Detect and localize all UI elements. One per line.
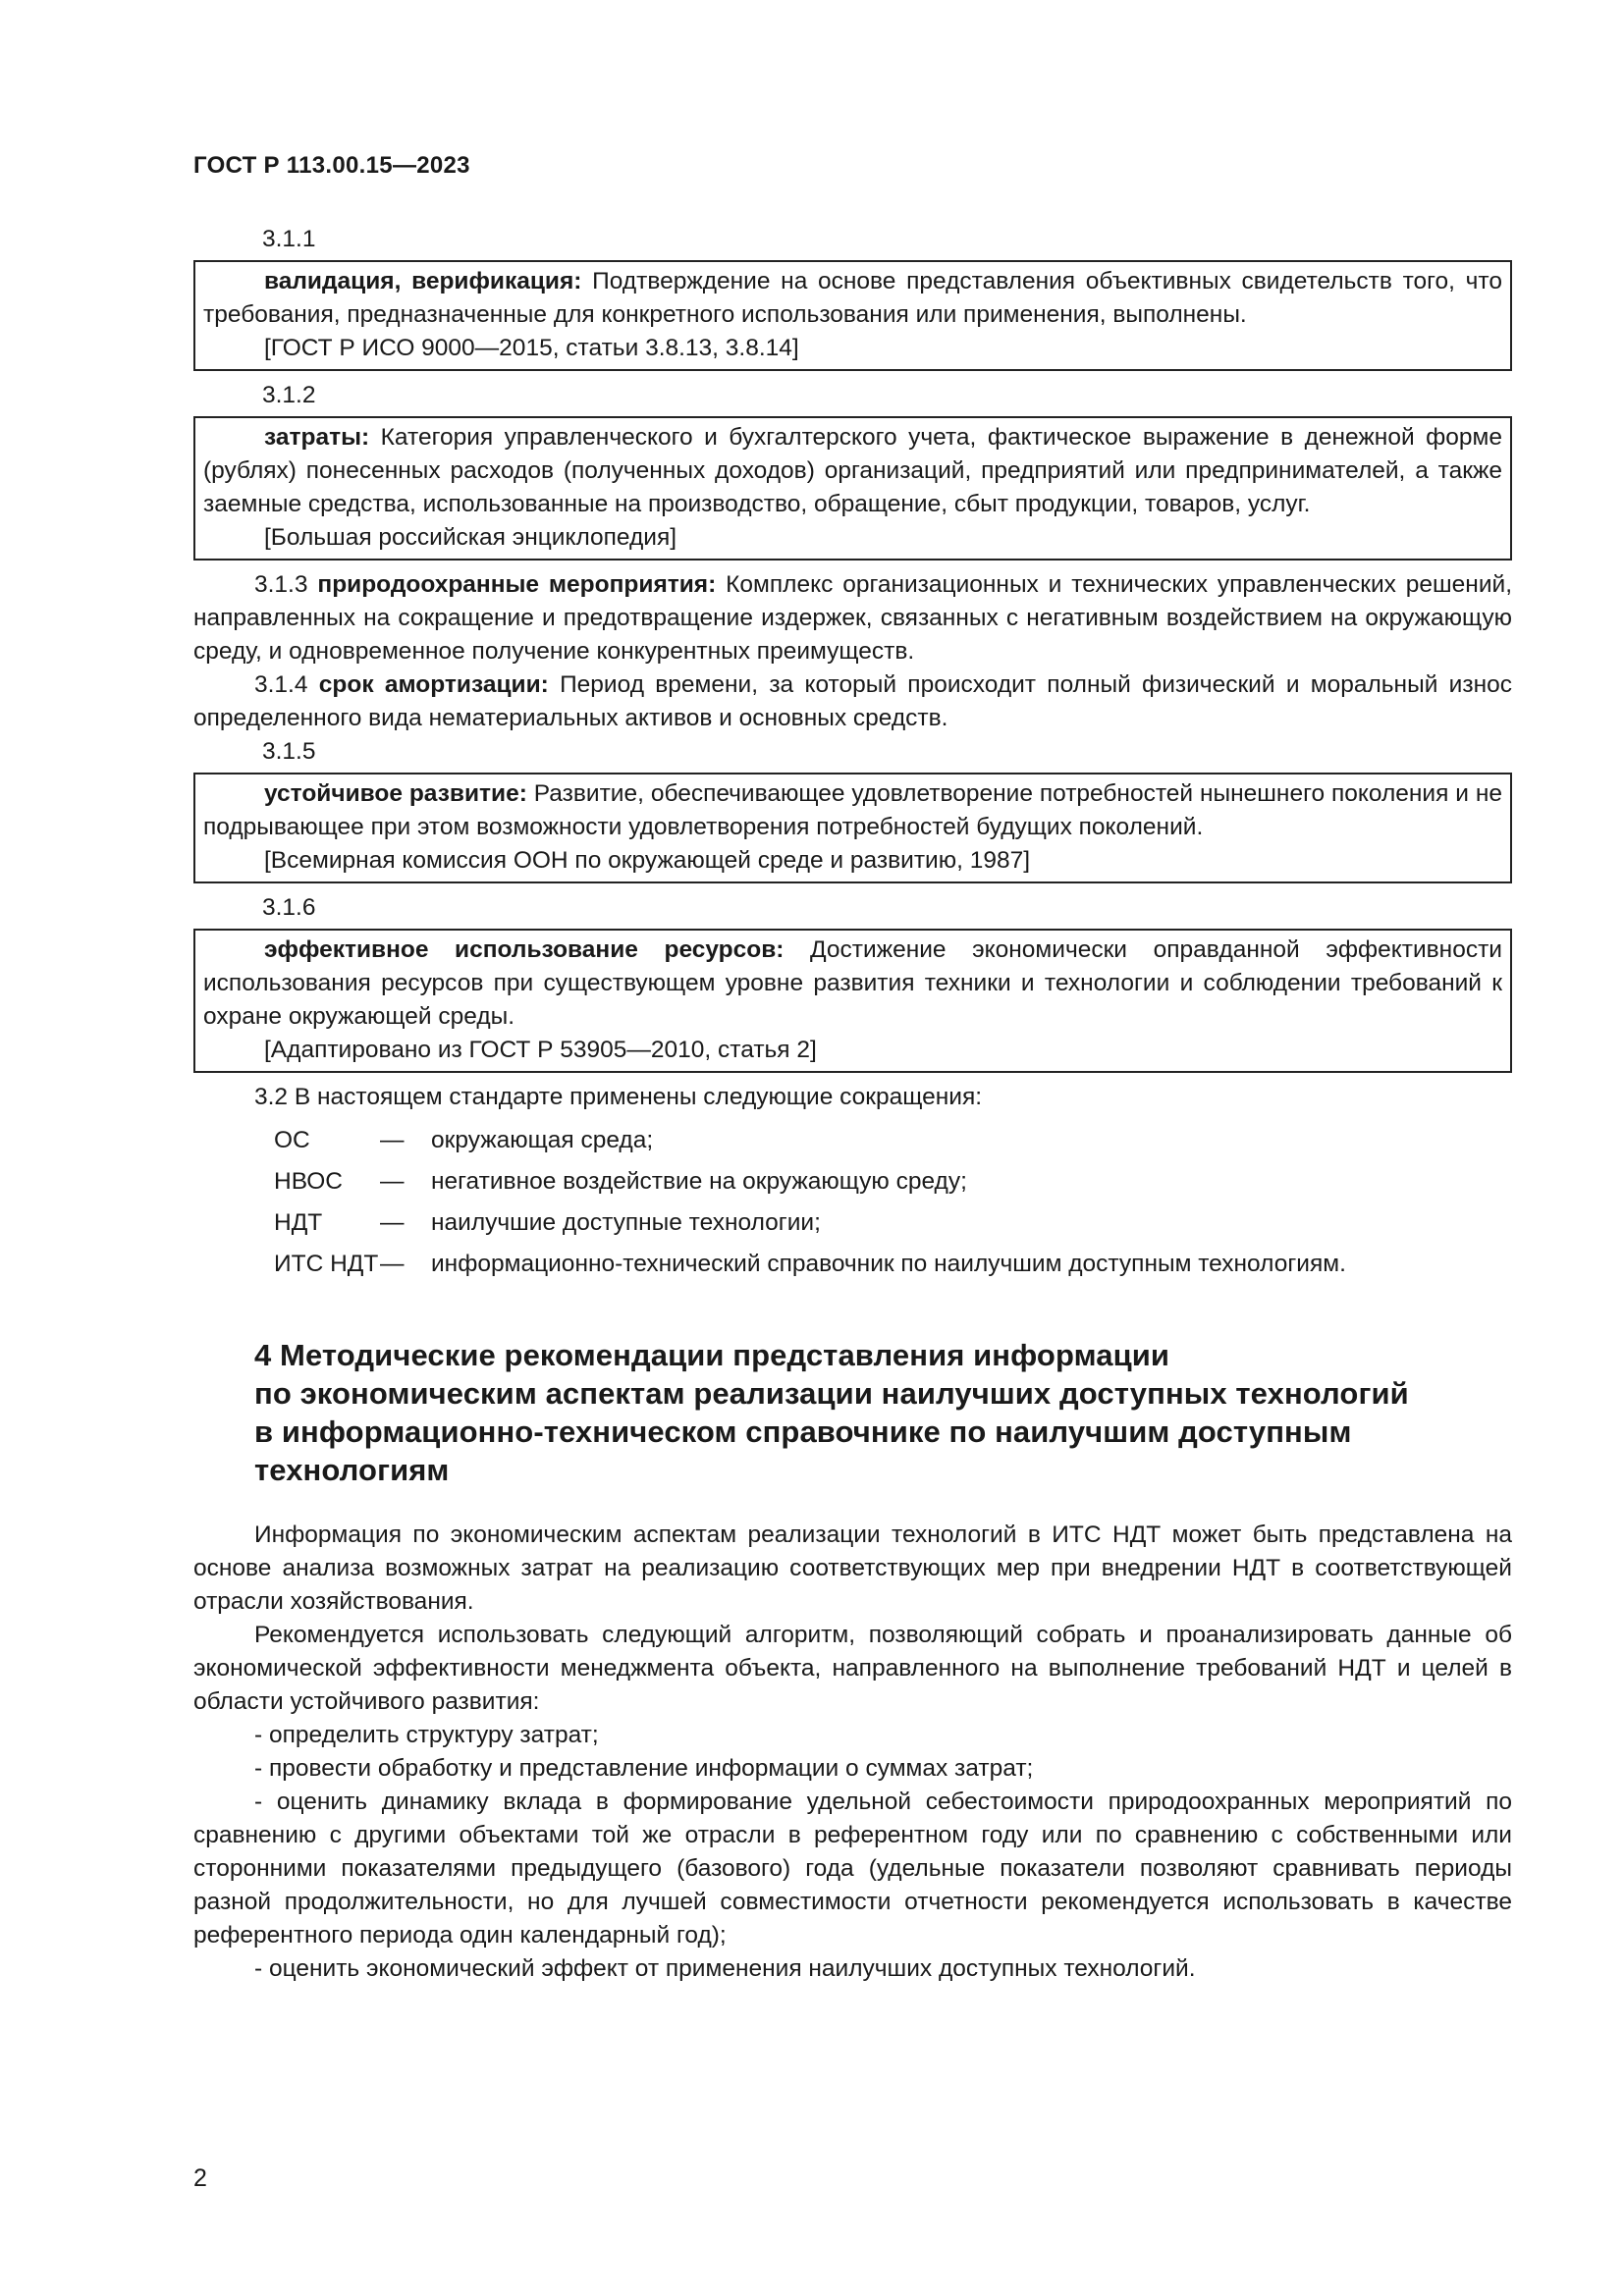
term-source: [Адаптировано из ГОСТ Р 53905—2010, статья 2] xyxy=(264,1037,817,1063)
abbreviation-row xyxy=(193,1161,1512,1202)
term-name: срок амортизации: xyxy=(318,671,549,698)
abbreviation-dash: — xyxy=(380,1251,405,1277)
term-source: [Всемирная комиссия ООН по окружающей среде и развитию, 1987] xyxy=(264,847,1031,874)
abbreviations-list xyxy=(193,1120,1512,1285)
term-name: затраты: xyxy=(264,424,370,451)
term-source: [Большая российская энциклопедия] xyxy=(264,524,677,551)
list-item: - оценить динамику вклада в формирование удельной себестоимости природоохранных мероприятий по сравнению с другими объектами той же отрасли в референтном году или по сравнению с собственными или сторонними показателями предыдущего (базового) года (удельные показатели позволяют сравнивать периоды разной продолжительности, но для лучшей совместимости отчетности рекомендуется использовать в качестве референтного периода один календарный год); xyxy=(193,1789,1512,1949)
abbreviation-dash: — xyxy=(380,1168,405,1195)
abbreviation-key: ИТС НДТ xyxy=(274,1251,379,1277)
term-box-sustainable xyxy=(193,773,1512,883)
term-box-validation xyxy=(193,260,1512,371)
term-definition: устойчивое развитие: Развитие, обеспечивающее удовлетворение потребностей нынешнего поколения и не подрывающее при этом возможности удовлетворения потребностей будущих поколений. xyxy=(203,780,1502,840)
abbreviation-value: информационно-технический справочник по наилучшим доступным технологиям. xyxy=(431,1251,1346,1277)
list-item: - определить структуру затрат; xyxy=(254,1722,599,1748)
abbreviation-key: ОС xyxy=(274,1127,310,1153)
term-inline-eco-measures: 3.1.3 природоохранные мероприятия: Комплекс организационных и технических управленческих решений, направленных на сокращение и предотвращение издержек, связанных с негативным воздействием на окружающую среду, и одновременное получение конкурентных преимуществ. xyxy=(193,571,1513,665)
term-name: валидация, верификация: xyxy=(264,268,582,294)
page-body xyxy=(193,223,1512,1986)
term-inline-amortization: 3.1.4 срок амортизации: Период времени, за который происходит полный физический и моральный износ определенного вида нематериальных активов и основных средств. xyxy=(193,671,1512,731)
term-name: природоохранные мероприятия: xyxy=(317,571,717,598)
term-number: 3.1.6 xyxy=(262,894,316,921)
term-name: устойчивое развитие: xyxy=(264,780,527,807)
term-definition: затраты: Категория управленческого и бухгалтерского учета, фактическое выражение в денежной форме (рублях) понесенных расходов (полученных доходов) организаций, предприятий или предпринимателей, а также заемные средства, использованные на производство, обращение, сбыт продукции, товаров, услуг. xyxy=(203,424,1502,517)
term-number: 3.1.2 xyxy=(262,382,316,408)
abbreviation-value: окружающая среда; xyxy=(431,1127,654,1153)
abbreviation-key: НВОС xyxy=(274,1168,343,1195)
abbreviation-value: наилучшие доступные технологии; xyxy=(431,1209,821,1236)
abbreviation-key: НДТ xyxy=(274,1209,323,1236)
term-box-resource-efficiency xyxy=(193,929,1512,1073)
list-item: - оценить экономический эффект от применения наилучших доступных технологий. xyxy=(254,1955,1196,1982)
section-4-paragraph: Информация по экономическим аспектам реализации технологий в ИТС НДТ может быть представлена на основе анализа возможных затрат на реализацию соответствующих мер при внедрении НДТ в соответствующей отрасли хозяйствования. xyxy=(193,1522,1512,1615)
abbreviation-row xyxy=(193,1120,1512,1161)
section-4-heading: 4 Методические рекомендации представления информации по экономическим аспектам реализации наилучших доступных технологий в информационно-техническом справочнике по наилучшим доступным технологиям xyxy=(254,1338,1409,1487)
term-definition: эффективное использование ресурсов: Достижение экономически оправданной эффективности использования ресурсов при существующем уровне развития техники и технологии и соблюдении требований к охране окружающей среды. xyxy=(203,936,1502,1030)
document-code-header: ГОСТ Р 113.00.15—2023 xyxy=(193,152,470,179)
abbreviations-intro: 3.2 В настоящем стандарте применены следующие сокращения: xyxy=(254,1084,983,1110)
term-name: эффективное использование ресурсов: xyxy=(264,936,785,963)
term-source: [ГОСТ Р ИСО 9000—2015, статьи 3.8.13, 3.8.14] xyxy=(264,335,799,361)
term-definition: валидация, верификация: Подтверждение на основе представления объективных свидетельств того, что требования, предназначенные для конкретного использования или применения, выполнены. xyxy=(203,268,1502,328)
abbreviation-row xyxy=(193,1202,1512,1244)
abbreviation-dash: — xyxy=(380,1209,405,1236)
page-number: 2 xyxy=(193,2164,207,2192)
term-number: 3.1.1 xyxy=(262,226,316,252)
list-item: - провести обработку и представление информации о суммах затрат; xyxy=(254,1755,1034,1782)
term-box-costs xyxy=(193,416,1512,561)
abbreviation-dash: — xyxy=(380,1127,405,1153)
abbreviation-row xyxy=(193,1244,1512,1285)
section-4-paragraph: Рекомендуется использовать следующий алгоритм, позволяющий собрать и проанализировать данные об экономической эффективности менеджмента объекта, направленного на выполнение требований НДТ и целей в области устойчивого развития: xyxy=(193,1622,1512,1715)
term-number: 3.1.5 xyxy=(262,738,316,765)
abbreviation-value: негативное воздействие на окружающую среду; xyxy=(431,1168,967,1195)
